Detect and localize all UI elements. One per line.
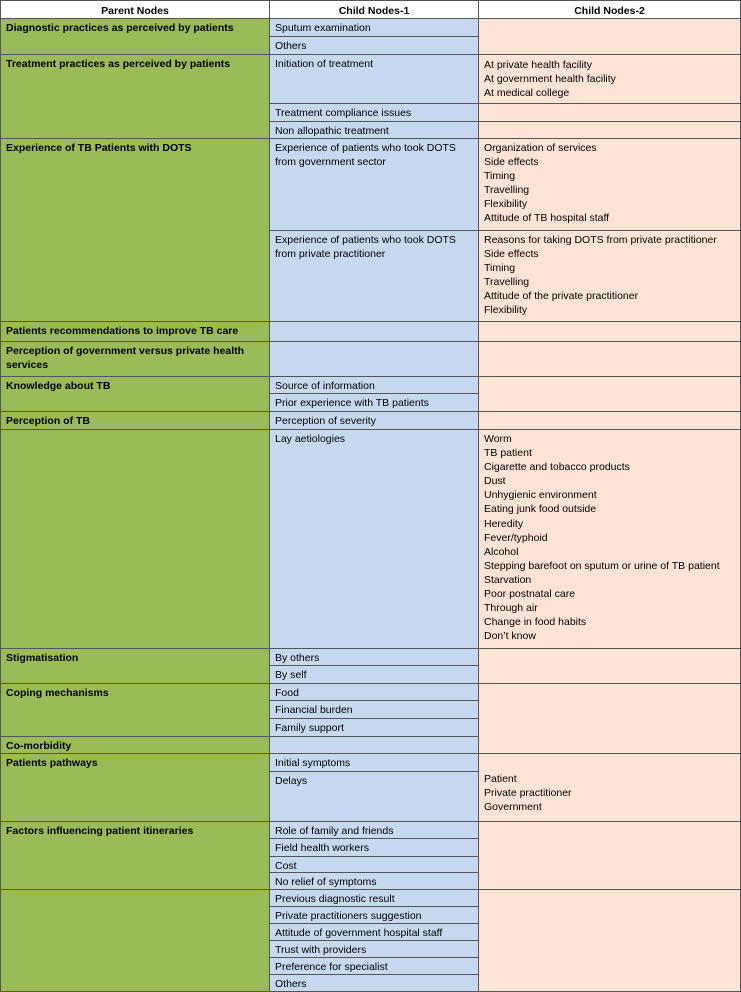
c2-govpvt xyxy=(479,342,741,377)
c2-init-line: At medical college xyxy=(484,87,570,100)
c2-dots-pvt-line: Attitude of the private practitioner xyxy=(484,290,639,303)
c1-compliance: Treatment compliance issues xyxy=(270,104,479,122)
c2-delays-line: Government xyxy=(484,801,542,814)
c1-pvtsugg: Private practitioners suggestion xyxy=(270,907,479,924)
p-recom: Patients recommendations to improve TB care xyxy=(0,322,270,342)
p-dots: Experience of TB Patients with DOTS xyxy=(0,139,270,322)
c2-dots-gov xyxy=(479,139,741,231)
p-stigma: Stigmatisation xyxy=(0,649,270,684)
c1-family: Family support xyxy=(270,719,479,737)
c2-dots-pvt-line: Reasons for taking DOTS from private practitioner xyxy=(484,234,717,246)
c1-comorb xyxy=(270,737,479,754)
h-parent: Parent Nodes xyxy=(0,0,270,19)
c1-others-a: Others xyxy=(270,37,479,55)
p-govpvt: Perception of government versus private health services xyxy=(0,342,270,377)
c2-init xyxy=(479,55,741,104)
p-factors-cont xyxy=(0,890,270,992)
p-pathways: Patients pathways xyxy=(0,754,270,822)
c2-severity xyxy=(479,412,741,430)
c2-init-line: At government health facility xyxy=(484,73,616,86)
c2-dots-gov-line: Side effects xyxy=(484,156,539,169)
c2-lay-line: Stepping barefoot on sputum or urine of TB patient xyxy=(484,559,720,572)
c2-know xyxy=(479,377,741,412)
c2-coping xyxy=(479,684,741,754)
c2-lay-line: Poor postnatal care xyxy=(484,588,576,601)
c2-lay-line: Change in food habits xyxy=(484,616,587,629)
p-comorb: Co-morbidity xyxy=(0,737,270,754)
c1-prior: Prior experience with TB patients xyxy=(270,394,479,412)
c2-delays-line: Private practitioner xyxy=(484,787,572,800)
c2-lay-line: Unhygienic environment xyxy=(484,489,597,502)
c2-lay-line: Alcohol xyxy=(484,545,519,558)
c2-recom xyxy=(479,322,741,342)
c1-trust: Trust with providers xyxy=(270,941,479,958)
p-percep: Perception of TB xyxy=(0,412,270,430)
c1-sputum: Sputum examination xyxy=(270,19,479,37)
c1-cost: Cost xyxy=(270,857,479,873)
c2-dots-pvt-line: Side effects xyxy=(484,248,539,261)
c1-govpvt xyxy=(270,342,479,377)
c1-init: Initiation of treatment xyxy=(270,55,479,104)
c1-source: Source of information xyxy=(270,377,479,394)
c1-delays: Delays xyxy=(270,772,479,822)
c2-lay-line: Heredity xyxy=(484,517,524,530)
p-treat: Treatment practices as perceived by patients xyxy=(0,55,270,139)
c1-lay: Lay aetiologies xyxy=(270,430,479,649)
c1-byothers: By others xyxy=(270,649,479,666)
c2-delays-line: Patient xyxy=(484,773,517,785)
c2-nonallo xyxy=(479,122,741,139)
c2-lay-line: Fever/typhoid xyxy=(484,531,548,544)
p-know: Knowledge about TB xyxy=(0,377,270,412)
c2-lay-line: Worm xyxy=(484,433,512,445)
c1-role: Role of family and friends xyxy=(270,822,479,839)
p-coping: Coping mechanisms xyxy=(0,684,270,737)
c2-lay xyxy=(479,430,741,649)
c2-dots-pvt-line: Timing xyxy=(484,262,516,275)
c2-dots-pvt-line: Travelling xyxy=(484,276,530,289)
c1-others-b: Others xyxy=(270,975,479,992)
c2-init-line: At private health facility xyxy=(484,59,592,71)
c2-lay-line: Through air xyxy=(484,602,538,615)
c1-norelief: No relief of symptoms xyxy=(270,873,479,890)
c2-delays xyxy=(479,754,741,822)
c2-lay-line: Eating junk food outside xyxy=(484,503,597,516)
p-factors: Factors influencing patient itineraries xyxy=(0,822,270,890)
c2-diag xyxy=(479,19,741,55)
c2-dots-gov-line: Flexibility xyxy=(484,198,528,211)
c1-severity: Perception of severity xyxy=(270,412,479,430)
c1-recom xyxy=(270,322,479,342)
c1-dots-gov: Experience of patients who took DOTS from government sector xyxy=(270,139,479,231)
c2-dots-gov-line: Attitude of TB hospital staff xyxy=(484,212,610,225)
p-diag: Diagnostic practices as perceived by patients xyxy=(0,19,270,55)
c1-nonallo: Non allopathic treatment xyxy=(270,122,479,139)
c2-lay-line: Cigarette and tobacco products xyxy=(484,461,630,474)
c2-compliance xyxy=(479,104,741,122)
c2-lay-line: Don’t know xyxy=(484,630,536,643)
c1-financial: Financial burden xyxy=(270,701,479,719)
c2-dots-gov-line: Travelling xyxy=(484,184,530,197)
h-child2: Child Nodes-2 xyxy=(479,0,741,19)
c1-prevdiag: Previous diagnostic result xyxy=(270,890,479,907)
c2-dots-pvt xyxy=(479,231,741,322)
h-child1: Child Nodes-1 xyxy=(270,0,479,19)
c1-food: Food xyxy=(270,684,479,701)
c1-byself: By self xyxy=(270,666,479,684)
c2-stigma xyxy=(479,649,741,684)
c1-field: Field health workers xyxy=(270,839,479,857)
c2-lay-line: TB patient xyxy=(484,447,532,460)
c2-factors xyxy=(479,822,741,890)
p-percep-cont xyxy=(0,430,270,649)
c1-initsym: Initial symptoms xyxy=(270,754,479,772)
c2-factors-cont xyxy=(479,890,741,992)
c2-lay-line: Dust xyxy=(484,475,506,488)
c2-dots-pvt-line: Flexibility xyxy=(484,304,528,317)
c1-dots-pvt: Experience of patients who took DOTS from private practitioner xyxy=(270,231,479,322)
c1-attgov: Attitude of government hospital staff xyxy=(270,924,479,941)
c2-dots-gov-line: Organization of services xyxy=(484,142,597,154)
c2-lay-line: Starvation xyxy=(484,573,532,586)
c1-pref: Preference for specialist xyxy=(270,958,479,975)
c2-dots-gov-line: Timing xyxy=(484,170,516,183)
